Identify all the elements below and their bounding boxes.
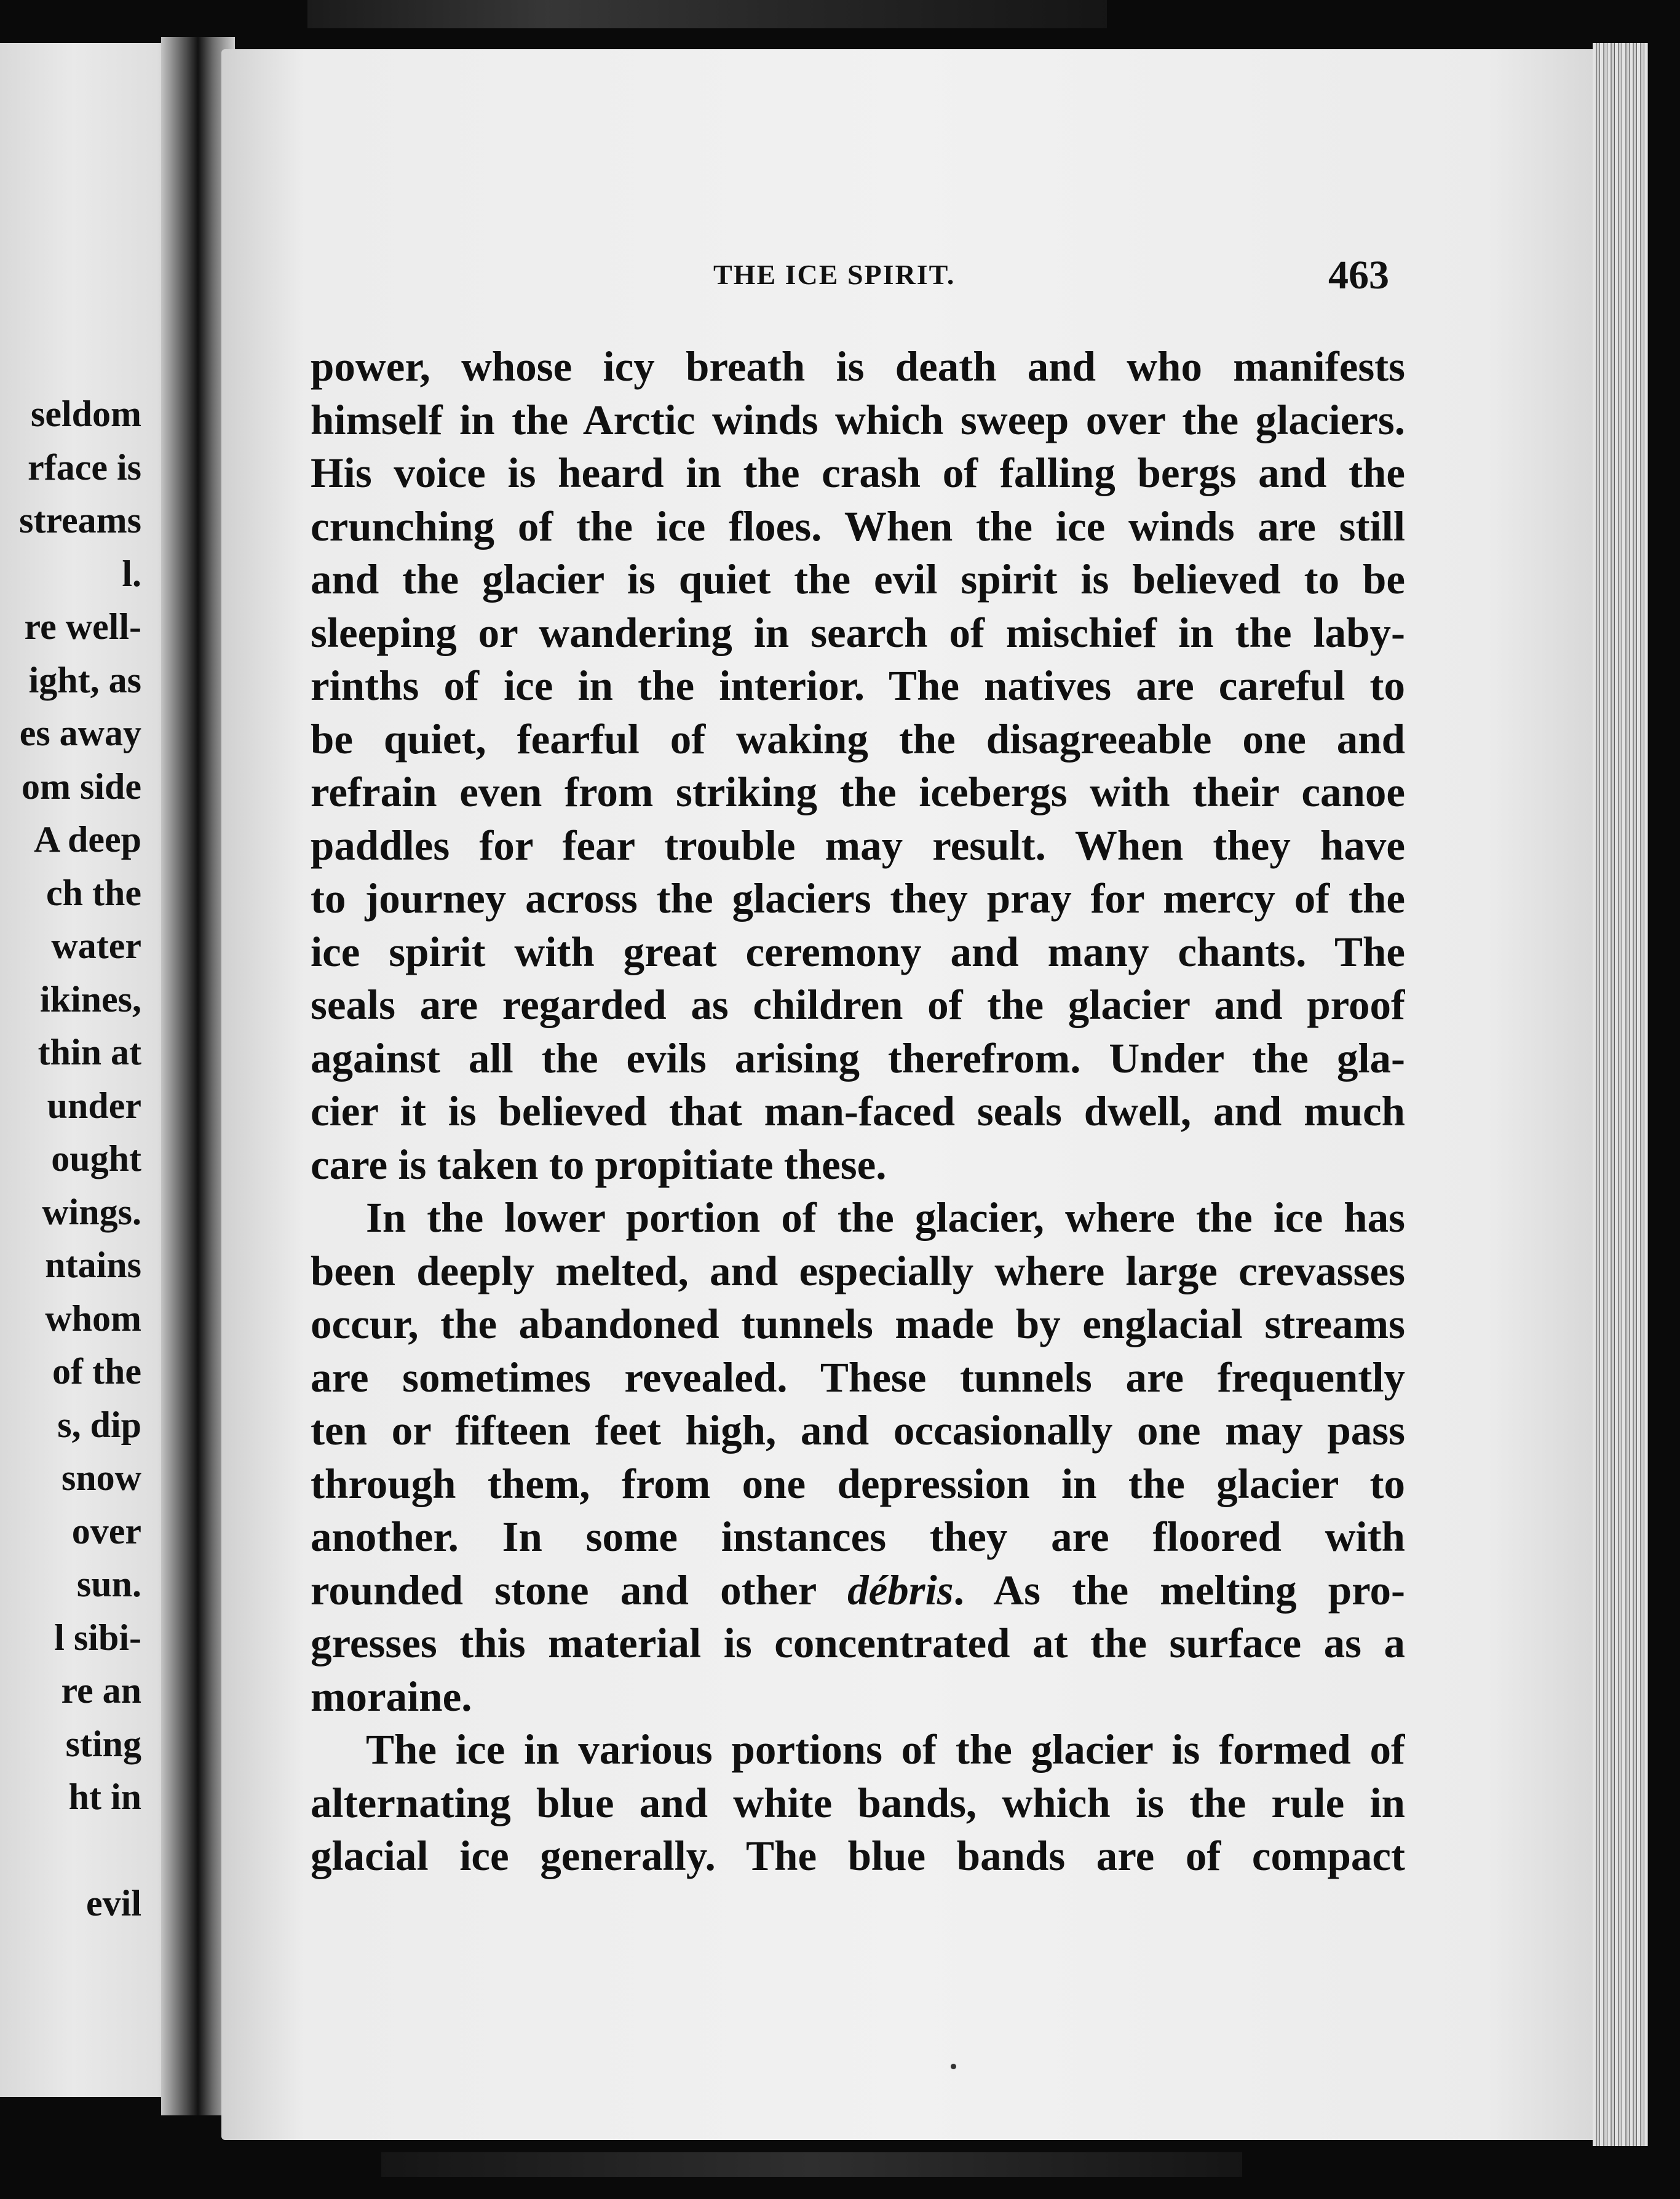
text-line: seals are regarded as children of the glacier and proof (311, 981, 1405, 1028)
left-page-fragment: whom (45, 1298, 141, 1339)
paragraph-2 (311, 1191, 1405, 1723)
text-line: gresses this material is concentrated at the surface as a (311, 1620, 1405, 1666)
left-page-fragment: seldom (31, 394, 141, 434)
text-line: and the glacier is quiet the evil spirit is believed to be (311, 556, 1405, 603)
text-line: occur, the abandoned tunnels made by englacial streams (311, 1301, 1405, 1347)
left-page-fragment: of the (52, 1351, 141, 1392)
left-page-text-fragments (0, 387, 141, 1930)
left-facing-page (0, 43, 184, 2097)
text-line: sleeping or wandering in search of mischief in the laby- (311, 609, 1405, 656)
left-page-fragment: under (47, 1085, 141, 1126)
left-page-fragment: ight, as (28, 659, 141, 700)
text-line: to journey across the glaciers they pray for mercy of the (311, 875, 1405, 922)
left-page-fragment: over (71, 1510, 141, 1551)
top-edge-artifact (307, 0, 1107, 28)
left-page-fragment: es away (19, 713, 141, 753)
bottom-edge-artifact (381, 2152, 1242, 2177)
left-page-fragment: streams (19, 500, 141, 541)
text-line: crunching of the ice floes. When the ice winds are still (311, 502, 1405, 550)
left-page-fragment: rface is (28, 446, 141, 488)
text-line: rinths of ice in the interior. The natives are careful to (311, 662, 1405, 709)
text-line: himself in the Arctic winds which sweep over the glaciers. (311, 396, 1405, 443)
page-number: 463 (1328, 253, 1389, 298)
text-line: ice spirit with great ceremony and many chants. The (311, 928, 1405, 975)
text-line: In the lower portion of the glacier, where the ice has (366, 1194, 1405, 1241)
ink-speck (951, 2064, 956, 2069)
paragraph-3 (311, 1723, 1405, 1883)
text-line: be quiet, fearful of waking the disagreeable one and (311, 715, 1405, 763)
left-page-fragment: re well- (24, 606, 141, 647)
text-line: His voice is heard in the crash of falling bergs and the (311, 450, 1405, 496)
left-page-fragment: thin at (38, 1032, 141, 1072)
text-line: rounded stone and other débris. As the melting pro- (311, 1566, 1405, 1614)
text-line: alternating blue and white bands, which is the rule in (311, 1779, 1405, 1826)
left-page-fragment: sun. (76, 1564, 141, 1604)
text-line: been deeply melted, and especially where large crevasses (311, 1247, 1405, 1294)
left-page-fragment: s, dip (57, 1404, 141, 1445)
left-page-fragment: ought (51, 1138, 141, 1179)
text-line: moraine. (311, 1673, 472, 1720)
paragraph-1 (311, 340, 1405, 1191)
left-page-fragment: ht in (68, 1777, 141, 1817)
left-page-fragment (0, 1824, 141, 1877)
text-line: cier it is believed that man-faced seals dwell, and much (311, 1088, 1405, 1135)
left-page-fragment: sting (65, 1723, 141, 1764)
left-page-fragment: wings. (42, 1191, 141, 1232)
left-page-fragment: ntains (45, 1245, 141, 1285)
body-text (311, 340, 1405, 1883)
text-line: another. In some instances they are floored with (311, 1513, 1405, 1560)
left-page-fragment: om side (22, 766, 141, 807)
text-line: against all the evils arising therefrom. Under the gla- (311, 1034, 1405, 1082)
left-page-fragment: l. (122, 553, 141, 594)
page-edges (1593, 43, 1648, 2146)
italic-word: débris (847, 1566, 954, 1614)
left-page-fragment: ch the (46, 872, 141, 913)
text-line: refrain even from striking the icebergs with their canoe (311, 769, 1405, 815)
text-line: care is taken to propitiate these. (311, 1141, 887, 1188)
left-page-fragment: re an (61, 1670, 141, 1711)
text-line: power, whose icy breath is death and who manifests (311, 343, 1405, 390)
text-line: glacial ice generally. The blue bands are of compact (311, 1832, 1405, 1879)
text-line: through them, from one depression in the glacier to (311, 1460, 1405, 1507)
left-page-fragment: water (51, 925, 141, 966)
left-page-fragment: l sibi- (54, 1617, 141, 1658)
left-page-fragment: evil (86, 1883, 141, 1924)
text-line: paddles for fear trouble may result. When they have (311, 822, 1405, 869)
running-head: THE ICE SPIRIT. (713, 259, 956, 290)
text-line: ten or fifteen feet high, and occasionally one may pass (311, 1407, 1405, 1454)
text-line: The ice in various portions of the glacier is formed of (366, 1726, 1405, 1773)
left-page-fragment: ikines, (39, 978, 141, 1020)
text-line: are sometimes revealed. These tunnels are frequently (311, 1353, 1405, 1401)
left-page-fragment: A deep (33, 819, 141, 860)
left-page-fragment: snow (61, 1457, 141, 1498)
